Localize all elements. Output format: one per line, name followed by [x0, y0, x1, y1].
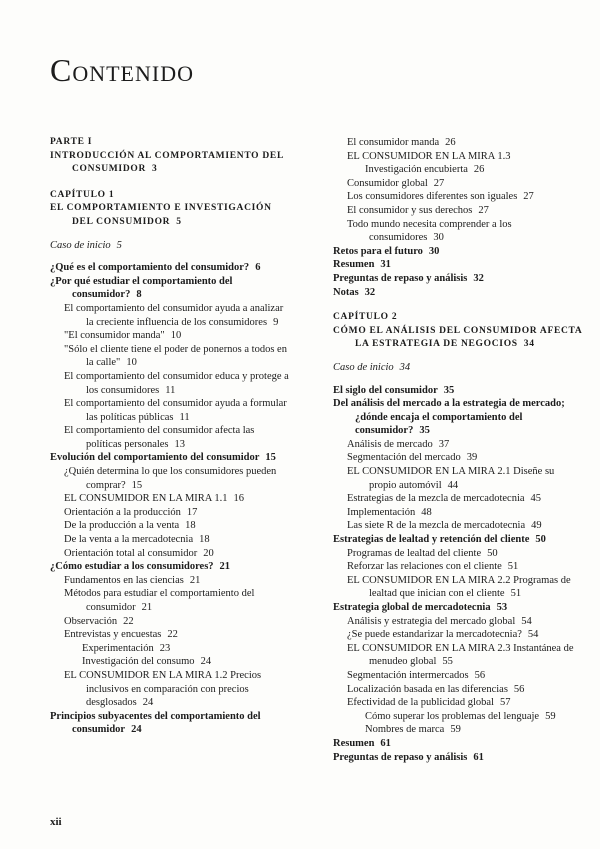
toc-entry-title: Análisis de mercado	[347, 438, 433, 450]
toc-entry-page: 32	[364, 286, 376, 298]
toc-entry	[333, 384, 583, 398]
toc-entry-page: 51	[510, 588, 522, 600]
toc-entry-title: Efectividad de la publicidad global	[347, 697, 494, 709]
toc-entry-page: 57	[499, 697, 511, 709]
toc-entry-title: Segmentación del mercado	[347, 452, 461, 464]
toc-entry-page: 44	[447, 479, 459, 491]
toc-entry-title: INTRODUCCIÓN AL COMPORTAMIENTO DEL CONSUMIDOR	[50, 150, 284, 175]
toc-entry	[50, 150, 290, 177]
toc-entry-title: Preguntas de repaso y análisis	[333, 272, 468, 284]
toc-entry	[50, 574, 290, 588]
toc-entry	[333, 438, 583, 452]
toc-entry-title: Nombres de marca	[365, 724, 445, 736]
toc-entry	[50, 710, 290, 737]
toc-entry-page: 51	[507, 561, 519, 573]
toc-entry	[50, 136, 290, 150]
toc-entry	[333, 177, 583, 191]
toc-entry-page: 21	[141, 602, 153, 613]
toc-entry-title: Orientación a la producción	[64, 506, 181, 518]
toc-entry	[333, 163, 583, 177]
toc-entry-page: 15	[265, 452, 276, 464]
toc-entry-title: Principios subyacentes del comportamiento del consumidor	[50, 710, 261, 736]
toc-entry	[333, 204, 583, 218]
toc-entry-page: 21	[189, 574, 201, 586]
toc-entry-page: 50	[487, 547, 498, 559]
toc-entry-title: Implementación	[347, 506, 416, 518]
toc-entry-page: 54	[521, 615, 532, 627]
toc-entry-page: 30	[433, 232, 444, 244]
toc-entry	[333, 601, 583, 615]
toc-entry-page: 35	[419, 425, 430, 437]
toc-entry-title: Del análisis del mercado a la estrategia de mercado; ¿dónde encaja el comportamiento del consumidor?	[333, 398, 565, 437]
toc-entry	[50, 343, 290, 370]
toc-entry	[50, 370, 290, 397]
toc-entry-title: "El consumidor manda"	[64, 330, 165, 342]
toc-entry-title: EL CONSUMIDOR EN LA MIRA 2.2 Programas de lealtad que inician con el cliente	[347, 574, 571, 600]
toc-entry-title: El comportamiento del consumidor ayuda a formular las políticas públicas	[64, 398, 287, 423]
toc-entry-page: 61	[380, 737, 391, 749]
toc-entry-page: 17	[186, 506, 198, 518]
toc-entry	[50, 465, 290, 492]
toc-entry-title: Observación	[64, 615, 118, 627]
toc-entry	[333, 533, 583, 547]
toc-entry-title: EL COMPORTAMIENTO E INVESTIGACIÓN DEL CONSUMIDOR	[50, 203, 272, 227]
toc-entry-page: 54	[527, 629, 539, 641]
toc-entry-title: CÓMO EL ANÁLISIS DEL CONSUMIDOR AFECTA LA ESTRATEGIA DE NEGOCIOS	[333, 325, 582, 350]
toc-entry	[333, 751, 583, 765]
toc-entry	[333, 136, 583, 150]
toc-entry-page: 10	[170, 330, 182, 342]
toc-entry-title: EL CONSUMIDOR EN LA MIRA 1.3	[347, 150, 511, 162]
toc-entry-title: De la venta a la mercadotecnia	[64, 534, 194, 546]
toc-entry-page: 24	[200, 656, 212, 668]
toc-entry-page: 26	[473, 164, 485, 176]
toc-entry-page: 6	[255, 262, 261, 274]
toc-entry	[50, 329, 290, 343]
toc-entry	[50, 202, 290, 229]
toc-entry-page: 23	[159, 642, 171, 654]
toc-entry-title: EL CONSUMIDOR EN LA MIRA 1.2 Precios inclusivos en comparación con precios desglosados	[64, 669, 262, 709]
toc-entry-title: Investigación del consumo	[82, 656, 195, 668]
toc-entry-page: 18	[185, 520, 196, 532]
toc-entry-title: Fundamentos en las ciencias	[64, 574, 184, 586]
toc-entry	[50, 519, 290, 533]
toc-entry-title: ¿Quién determina lo que los consumidores pueden comprar?	[64, 466, 277, 491]
toc-entry	[333, 615, 583, 629]
toc-entry-title: Caso de inicio	[333, 361, 394, 373]
toc-entry	[50, 451, 290, 465]
toc-entry-title: ¿Qué es el comportamiento del consumidor?	[50, 262, 250, 274]
page-number: xii	[50, 816, 62, 828]
toc-entry-page: 59	[450, 724, 461, 736]
toc-entry	[50, 655, 290, 669]
toc-entry-page: 37	[438, 438, 450, 450]
toc-entry-page: 39	[466, 452, 478, 464]
toc-entry	[333, 683, 583, 697]
toc-entry-title: Todo mundo necesita comprender a los consumidores	[347, 218, 512, 244]
toc-entry	[333, 723, 583, 737]
toc-right-column	[333, 136, 583, 764]
toc-entry-page: 15	[131, 479, 143, 491]
toc-entry	[50, 669, 290, 710]
toc-entry	[50, 506, 290, 520]
toc-entry	[50, 189, 290, 203]
toc-entry-title: Métodos para estudiar el comportamiento del consumidor	[64, 588, 255, 613]
toc-entry-page: 59	[545, 710, 556, 722]
toc-entry	[333, 150, 583, 164]
toc-entry-title: Resumen	[333, 259, 375, 271]
toc-entry-page: 26	[445, 137, 456, 148]
toc-entry	[333, 737, 583, 751]
toc-entry-page: 3	[152, 164, 158, 175]
toc-entry-title: El comportamiento del consumidor educa y protege a los consumidores	[64, 370, 289, 396]
toc-entry-title: EL CONSUMIDOR EN LA MIRA 1.1	[64, 493, 228, 505]
toc-entry-page: 27	[433, 177, 445, 189]
toc-entry-page: 13	[174, 438, 186, 450]
toc-entry	[333, 286, 583, 300]
toc-entry-title: PARTE I	[50, 137, 93, 147]
toc-entry-page: 8	[136, 289, 142, 301]
toc-entry-page: 53	[496, 602, 508, 613]
toc-entry	[50, 302, 290, 329]
toc-entry-title: Segmentación intermercados	[347, 669, 469, 681]
toc-entry-title: Localización basada en las diferencias	[347, 683, 508, 695]
toc-entry-title: Consumidor global	[347, 177, 428, 189]
toc-entry	[333, 547, 583, 561]
toc-entry-page: 32	[473, 272, 484, 284]
toc-entry	[333, 506, 583, 520]
toc-entry	[333, 465, 583, 492]
toc-entry-title: El consumidor manda	[347, 137, 440, 148]
toc-entry	[50, 261, 290, 275]
toc-entry-page: 20	[203, 547, 214, 559]
toc-entry-page: 5	[176, 216, 182, 227]
toc-entry-title: ¿Se puede estandarizar la mercadotecnia?	[347, 629, 522, 641]
toc-entry	[50, 642, 290, 656]
toc-entry	[333, 669, 583, 683]
toc-entry-title: Programas de lealtad del cliente	[347, 547, 482, 559]
toc-entry-page: 24	[142, 697, 154, 709]
toc-entry-title: CAPÍTULO 1	[50, 189, 115, 200]
toc-entry-title: El comportamiento del consumidor ayuda a analizar la creciente influencia de los consumidores	[64, 302, 284, 328]
toc-entry	[50, 533, 290, 547]
toc-entry-page: 11	[165, 384, 176, 396]
toc-entry-page: 18	[199, 534, 210, 546]
toc-entry-title: El consumidor y sus derechos	[347, 204, 473, 216]
toc-entry-title: Resumen	[333, 737, 375, 749]
toc-entry-title: EL CONSUMIDOR EN LA MIRA 2.1 Diseñe su propio automóvil	[347, 466, 555, 491]
toc-entry	[333, 628, 583, 642]
toc-entry-title: Reforzar las relaciones con el cliente	[347, 561, 502, 573]
toc-entry-title: Estrategia global de mercadotecnia	[333, 602, 491, 613]
toc-entry-page: 31	[380, 259, 391, 271]
toc-entry-page: 56	[513, 683, 525, 695]
toc-entry	[333, 574, 583, 601]
toc-entry	[333, 451, 583, 465]
toc-entry-title: EL CONSUMIDOR EN LA MIRA 2.3 Instantánea de menudeo global	[347, 642, 574, 668]
toc-entry	[333, 560, 583, 574]
toc-entry-title: "Sólo el cliente tiene el poder de ponernos a todos en la calle"	[64, 343, 287, 369]
toc-entry	[50, 587, 290, 614]
toc-entry-title: De la producción a la venta	[64, 520, 180, 532]
toc-entry-title: Evolución del comportamiento del consumidor	[50, 452, 260, 464]
toc-entry-page: 34	[399, 361, 411, 373]
toc-entry	[333, 519, 583, 533]
toc-entry	[50, 560, 290, 574]
toc-entry	[333, 258, 583, 272]
toc-entry-page: 50	[535, 534, 546, 546]
toc-entry-title: ¿Por qué estudiar el comportamiento del consumidor?	[50, 275, 233, 301]
toc-entry-title: Caso de inicio	[50, 239, 111, 251]
toc-entry	[50, 492, 290, 506]
toc-entry-title: Orientación total al consumidor	[64, 547, 198, 559]
toc-entry	[333, 245, 583, 259]
toc-entry-page: 21	[219, 561, 231, 573]
toc-entry-page: 10	[126, 357, 137, 369]
toc-entry-page: 22	[167, 629, 178, 641]
toc-entry-title: El comportamiento del consumidor afecta las políticas personales	[64, 425, 255, 450]
toc-entry-page: 35	[443, 384, 455, 396]
toc-entry-page: 55	[442, 656, 453, 668]
toc-entry	[333, 642, 583, 669]
toc-entry	[333, 325, 583, 352]
toc-entry-page: 11	[179, 411, 190, 423]
toc-entry	[333, 311, 583, 325]
toc-entry-page: 9	[273, 316, 279, 328]
toc-entry-title: Cómo superar los problemas del lenguaje	[365, 710, 540, 722]
toc-entry-page: 16	[233, 493, 245, 505]
toc-left-column	[50, 136, 290, 737]
toc-entry-title: Las siete R de la mezcla de mercadotecnia	[347, 520, 526, 532]
toc-entry-page: 22	[123, 615, 134, 627]
toc-entry-page: 27	[523, 191, 534, 203]
page-title: Contenido	[50, 52, 194, 88]
toc-entry-page: 61	[473, 751, 484, 763]
toc-entry	[50, 628, 290, 642]
toc-entry	[50, 547, 290, 561]
toc-entry	[50, 397, 290, 424]
toc-entry-page: 27	[478, 204, 489, 216]
toc-entry-title: El siglo del consumidor	[333, 384, 438, 396]
toc-entry-title: Entrevistas y encuestas	[64, 629, 162, 641]
toc-entry	[50, 275, 290, 302]
toc-entry-page: 45	[530, 493, 542, 505]
toc-entry-page: 56	[474, 669, 486, 681]
toc-entry-title: Preguntas de repaso y análisis	[333, 751, 468, 763]
toc-entry-title: Análisis y estrategia del mercado global	[347, 615, 516, 627]
toc-entry	[333, 190, 583, 204]
toc-entry	[50, 239, 290, 253]
toc-entry-title: CAPÍTULO 2	[333, 312, 398, 323]
toc-entry	[333, 710, 583, 724]
toc-entry-title: Los consumidores diferentes son iguales	[347, 191, 518, 203]
toc-entry-title: Notas	[333, 286, 359, 298]
toc-entry-title: Investigación encubierta	[365, 164, 468, 176]
toc-entry	[333, 272, 583, 286]
toc-entry-page: 34	[523, 339, 535, 350]
toc-entry-page: 5	[116, 239, 122, 251]
toc-entry	[50, 424, 290, 451]
toc-entry-title: Estrategias de lealtad y retención del cliente	[333, 534, 530, 546]
toc-entry	[333, 397, 583, 438]
toc-entry-page: 24	[131, 724, 142, 736]
toc-entry	[333, 218, 583, 245]
toc-entry	[333, 361, 583, 375]
toc-entry-title: Experimentación	[82, 642, 154, 654]
toc-entry-page: 48	[421, 506, 432, 518]
toc-entry-title: ¿Cómo estudiar a los consumidores?	[50, 561, 214, 573]
toc-entry-title: Retos para el futuro	[333, 245, 423, 257]
toc-entry	[333, 492, 583, 506]
toc-entry	[333, 696, 583, 710]
toc-entry-page: 49	[531, 520, 542, 532]
toc-entry-page: 30	[428, 245, 440, 257]
toc-entry-title: Estrategias de la mezcla de mercadotecnia	[347, 493, 525, 505]
toc-entry	[50, 615, 290, 629]
